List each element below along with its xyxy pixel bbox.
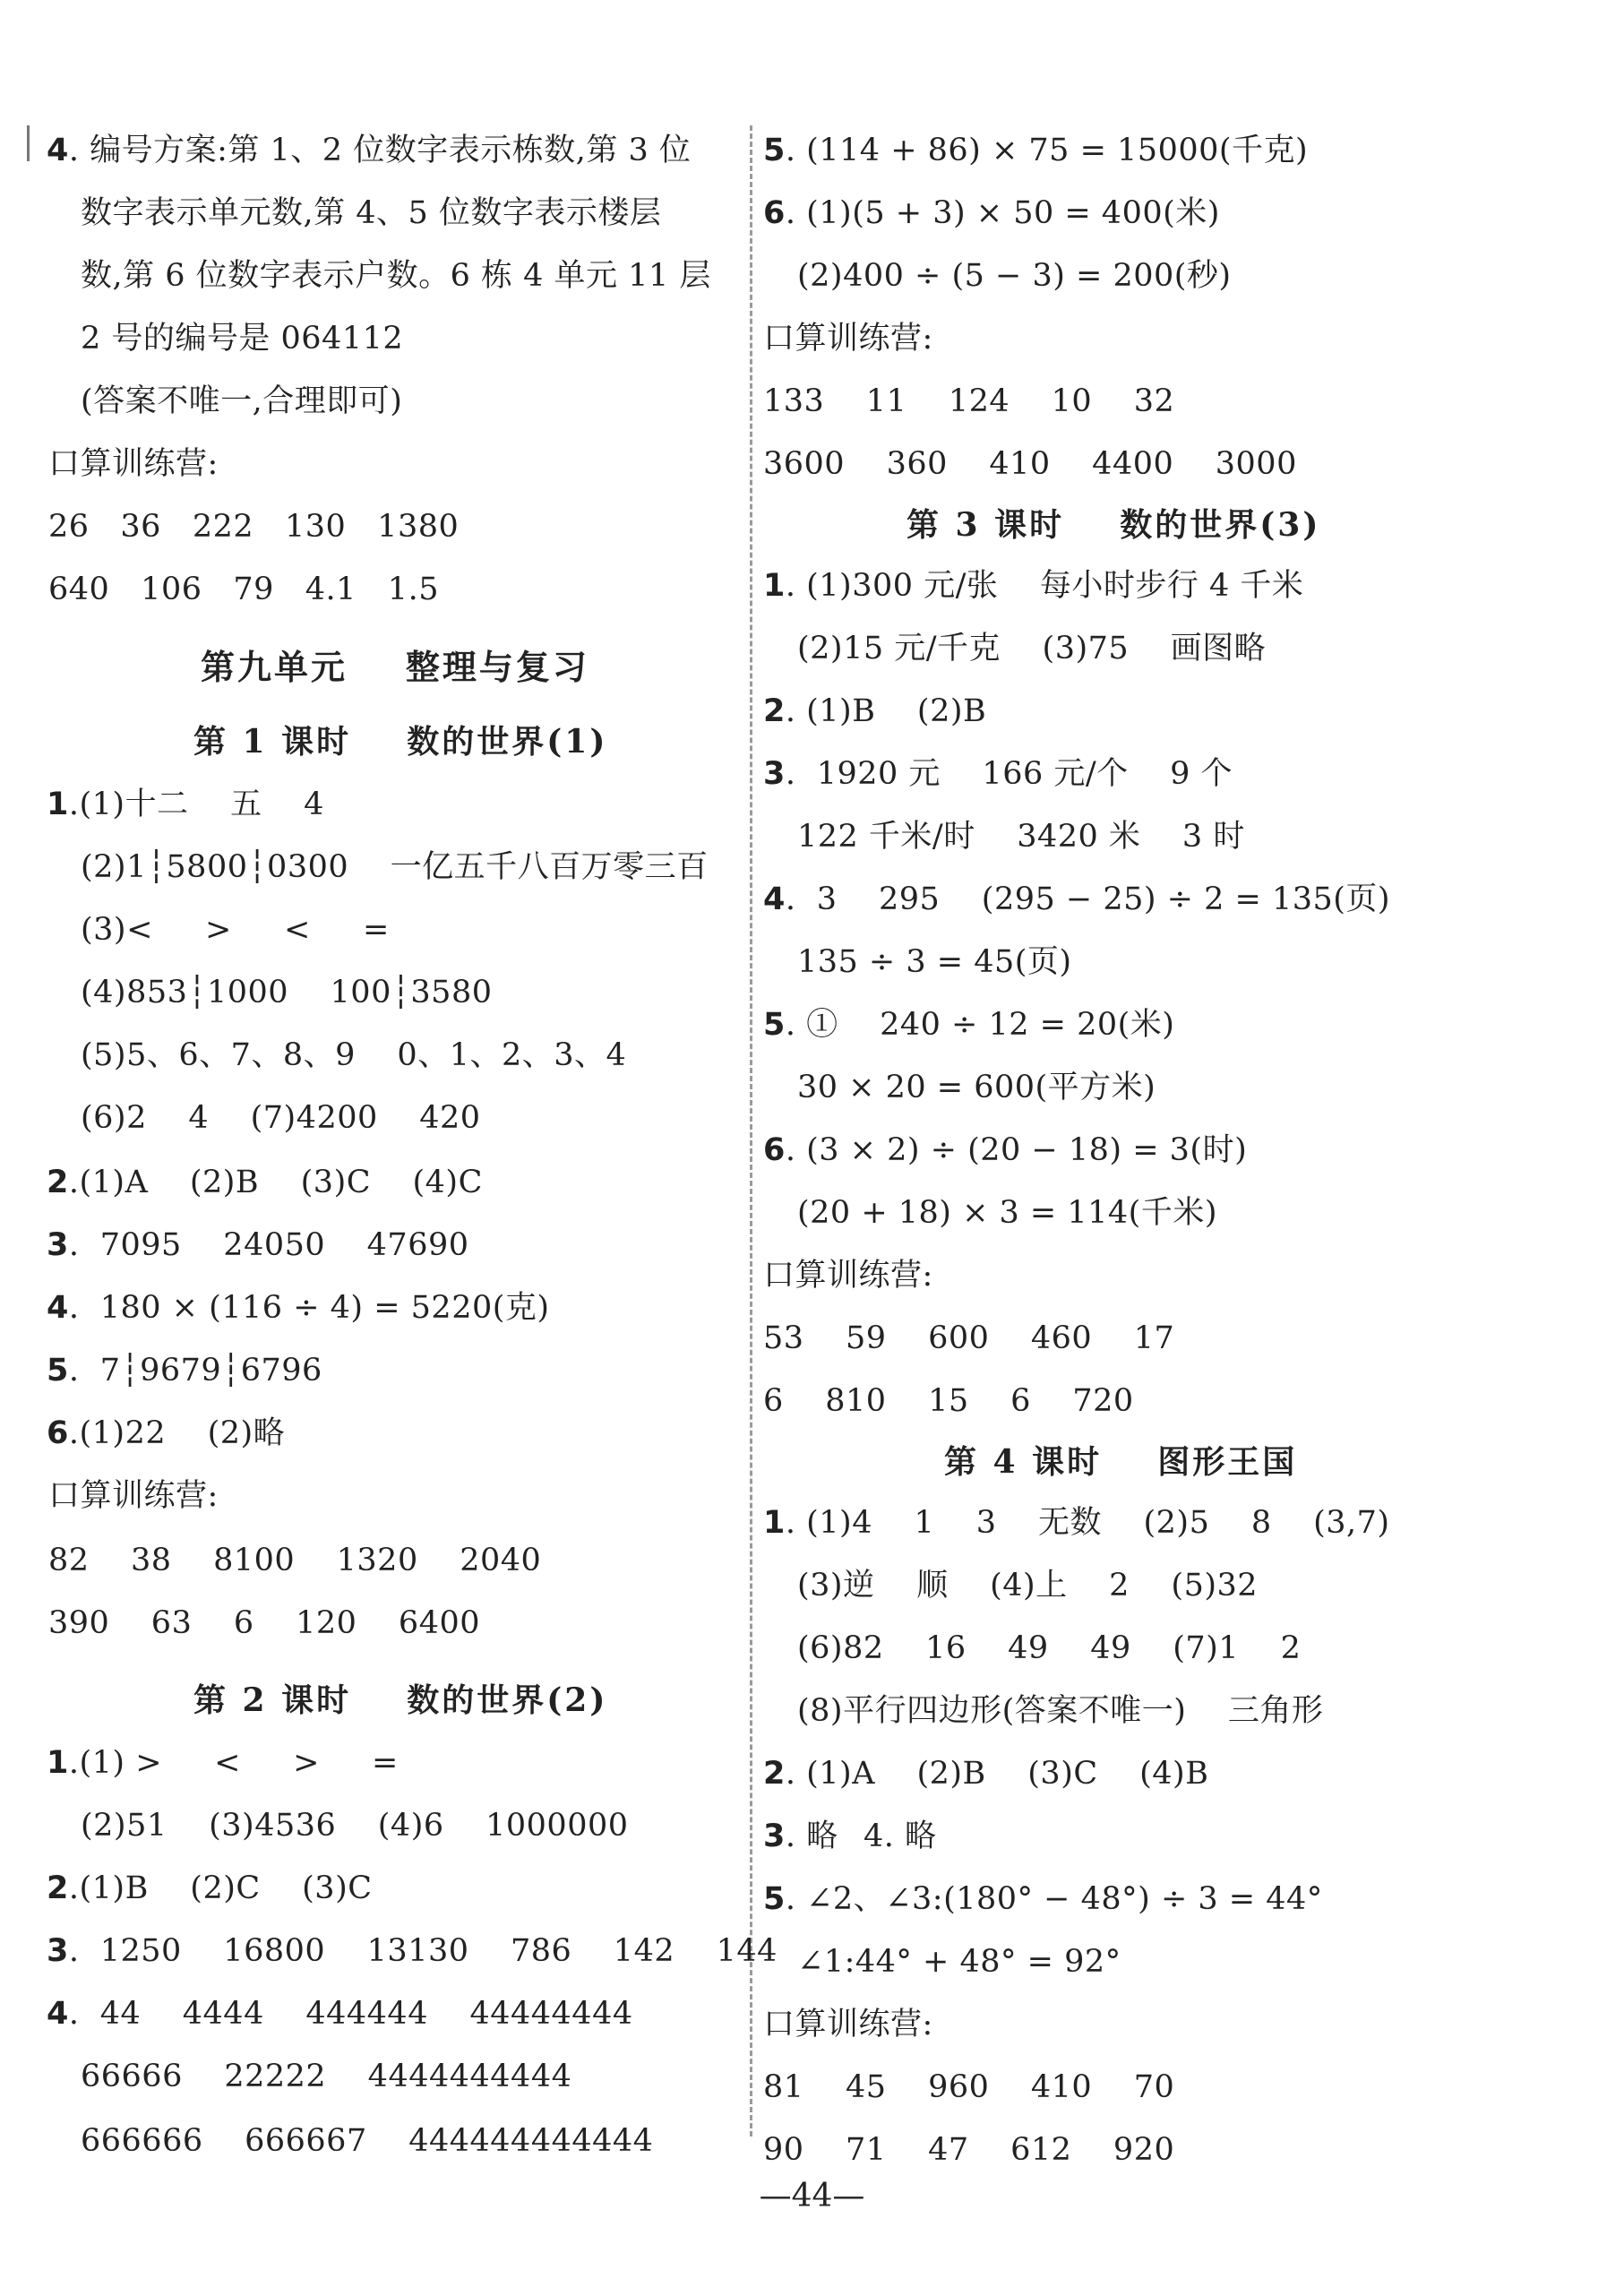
item-text: 口算训练营: [48,446,219,482]
answer-line [797,1942,1121,1982]
item-text: 26 36 222 130 1380 [48,509,460,545]
item-text: . 编号方案:第 1、2 位数字表示栋数,第 3 位 [68,133,692,168]
item-number: 2 [47,1165,69,1200]
item-number: 3 [763,1818,786,1854]
item-text: .(1)22 (2)略 [68,1415,286,1451]
answer-item [763,1005,1174,1045]
item-text: .(1)B (2)C (3)C [68,1870,373,1906]
item-number: 2 [763,1756,786,1792]
lesson-title: 第 1 课时 数的世界(1) [193,723,608,761]
answer-item [47,131,691,170]
item-text: (3)逆 顺 (4)上 2 (5)32 [797,1568,1259,1603]
item-text: (8)平行四边形(答案不唯一) 三角形 [797,1693,1324,1729]
answer-line [81,2057,571,2096]
item-text: . ① 240 ÷ 12 = 20(米) [785,1007,1175,1043]
answer-line [763,382,1174,421]
item-text: . (1)4 1 3 无数 (2)5 8 (3,7) [785,1505,1390,1541]
column-divider [750,125,752,2137]
item-text: 6 810 15 6 720 [763,1383,1134,1419]
answer-line [81,1098,481,1138]
item-text: (20 + 18) × 3 = 114(千米) [797,1195,1217,1231]
item-text: .(1)十二 五 4 [68,787,324,822]
item-text: . (1)300 元/张 每小时步行 4 千米 [785,568,1304,604]
item-text: .(1) > < > = [68,1745,399,1781]
item-text: 81 45 960 410 70 [763,2069,1175,2105]
answer-line [797,1629,1301,1668]
answer-line [48,1541,541,1580]
answer-item [763,1879,1323,1919]
answer-item [763,692,986,731]
item-text: . 180 × (116 ÷ 4) = 5220(克) [68,1290,550,1326]
item-text: (5)5、6、7、8、9 0、1、2、3、4 [81,1037,627,1073]
answer-line [763,2130,1174,2170]
page-number: —44— [759,2178,865,2214]
item-text: 666666 666667 444444444444 [81,2123,654,2159]
answer-item [47,1994,633,2033]
item-text: . ∠2、∠3:(180° − 48°) ÷ 3 = 44° [785,1881,1323,1917]
item-text: (6)82 16 49 49 (7)1 2 [797,1630,1302,1666]
answer-item [47,1225,469,1265]
answer-item [763,131,1308,170]
item-text: 口算训练营: [48,1478,219,1514]
item-number: 4 [47,133,69,168]
item-text: (2)51 (3)4536 (4)6 1000000 [81,1808,629,1844]
unit-title: 第九单元 整理与复习 [201,647,589,687]
answer-line [763,319,933,358]
item-number: 2 [47,1870,69,1906]
item-text: 133 11 124 10 32 [763,383,1175,419]
item-text: 82 38 8100 1320 2040 [48,1543,542,1578]
item-number: 5 [47,1353,69,1389]
item-text: 135 ÷ 3 = 45(页) [797,944,1072,980]
answer-line [48,444,219,484]
answer-line [797,1193,1217,1233]
answer-line [797,1068,1156,1107]
item-text: 数,第 6 位数字表示户数。6 栋 4 单元 11 层 [81,258,711,294]
item-number: 3 [47,1227,69,1263]
answer-item [47,1931,778,1971]
item-text: 2 号的编号是 064112 [81,321,404,357]
answer-line [763,1256,933,1295]
answer-item [763,1131,1247,1170]
item-number: 5 [763,1881,786,1917]
item-text: 数字表示单元数,第 4、5 位数字表示楼层 [81,195,662,231]
page-edge-mark [27,125,30,161]
answer-item [47,1288,550,1328]
answer-line [797,1691,1323,1731]
item-text: 口算训练营: [763,2007,933,2042]
lesson-title: 第 4 课时 图形王国 [944,1443,1298,1481]
answer-line [797,256,1232,296]
answer-line [48,1476,219,1516]
item-text: . 3 295 (295 − 25) ÷ 2 = 135(页) [785,881,1391,917]
answer-item [47,1414,285,1453]
item-number: 3 [763,756,786,792]
answer-line [763,1319,1174,1358]
item-text: (4)853┆1000 100┆3580 [81,975,493,1010]
item-text: 90 71 47 612 920 [763,2132,1175,2168]
lesson-title: 第 3 课时 数的世界(3) [907,506,1321,544]
answer-line [864,1817,937,1856]
answer-line [763,1381,1134,1421]
answer-line [797,942,1072,982]
answer-item [47,1743,399,1783]
answer-line [81,256,711,296]
item-text: 53 59 600 460 17 [763,1320,1175,1356]
item-text: 4. 略 [864,1818,937,1854]
answer-item [763,193,1220,233]
answer-line [763,2068,1174,2107]
answer-line [81,319,403,358]
item-text: 3600 360 410 4400 3000 [763,446,1297,482]
item-text: (2)400 ÷ (5 − 3) = 200(秒) [797,258,1232,294]
item-number: 4 [763,881,786,917]
item-number: 5 [763,133,786,168]
answer-line [763,2005,933,2044]
item-text: ∠1:44° + 48° = 92° [797,1944,1121,1980]
item-number: 2 [763,693,786,729]
answer-line [48,1603,480,1643]
item-number: 1 [763,1505,786,1541]
answer-line [48,570,439,609]
item-text: 66666 22222 4444444444 [81,2059,572,2094]
answer-item [763,1754,1208,1793]
item-text: . 7┆9679┆6796 [68,1353,322,1389]
item-text: . (1)A (2)B (3)C (4)B [785,1756,1209,1792]
answer-item [763,1503,1390,1543]
item-text: . 1250 16800 13130 786 142 144 [68,1933,778,1969]
item-number: 1 [47,787,69,822]
item-text: (2)1┆5800┆0300 一亿五千八百万零三百 [81,849,709,885]
item-text: . (114 + 86) × 75 = 15000(千克) [785,133,1309,168]
answer-line [797,1566,1258,1605]
answer-item [47,1163,483,1202]
item-text: 口算训练营: [763,321,933,357]
answer-item [47,1351,322,1390]
answer-item [763,1817,870,1856]
item-number: 5 [763,1007,786,1043]
item-number: 3 [47,1933,69,1969]
answer-line [81,2121,653,2161]
answer-line [81,1036,626,1075]
item-number: 6 [763,195,786,231]
item-text: (3)< > < = [81,912,390,948]
item-text: 122 千米/时 3420 米 3 时 [797,819,1245,855]
item-number: 1 [47,1745,69,1781]
item-text: (答案不唯一,合理即可) [81,383,403,419]
item-text: . (3 × 2) ÷ (20 − 18) = 3(时) [785,1132,1248,1168]
lesson-title: 第 2 课时 数的世界(2) [193,1681,608,1719]
item-text: 390 63 6 120 6400 [48,1605,480,1641]
item-text: . (1)(5 + 3) × 50 = 400(米) [785,195,1220,231]
item-text: (6)2 4 (7)4200 420 [81,1100,481,1136]
answer-item [763,880,1390,919]
item-number: 4 [47,1996,69,2032]
answer-line [48,507,459,546]
item-number: 6 [47,1415,69,1451]
answer-line [763,444,1297,484]
answer-line [81,193,661,233]
item-text: . 1920 元 166 元/个 9 个 [785,756,1233,792]
answer-item [763,566,1303,606]
item-text: . 7095 24050 47690 [68,1227,469,1263]
answer-item [47,1869,373,1908]
answer-line [797,629,1266,668]
item-text: .(1)A (2)B (3)C (4)C [68,1165,483,1200]
item-number: 1 [763,568,786,604]
item-text: . (1)B (2)B [785,693,987,729]
answer-line [81,1806,629,1845]
answer-line [797,817,1245,856]
answer-item [763,754,1233,794]
item-text: 口算训练营: [763,1258,933,1294]
answer-line [81,847,709,887]
item-number: 4 [47,1290,69,1326]
answer-line [81,973,492,1012]
item-text: (2)15 元/千克 (3)75 画图略 [797,631,1267,666]
item-text: 30 × 20 = 600(平方米) [797,1070,1156,1105]
answer-line [81,382,402,421]
item-text: . 略 [785,1818,870,1854]
item-number: 6 [763,1132,786,1168]
answer-line [81,910,390,950]
item-text: 640 106 79 4.1 1.5 [48,572,439,607]
answer-item [47,785,324,824]
item-text: . 44 4444 444444 44444444 [68,1996,633,2032]
